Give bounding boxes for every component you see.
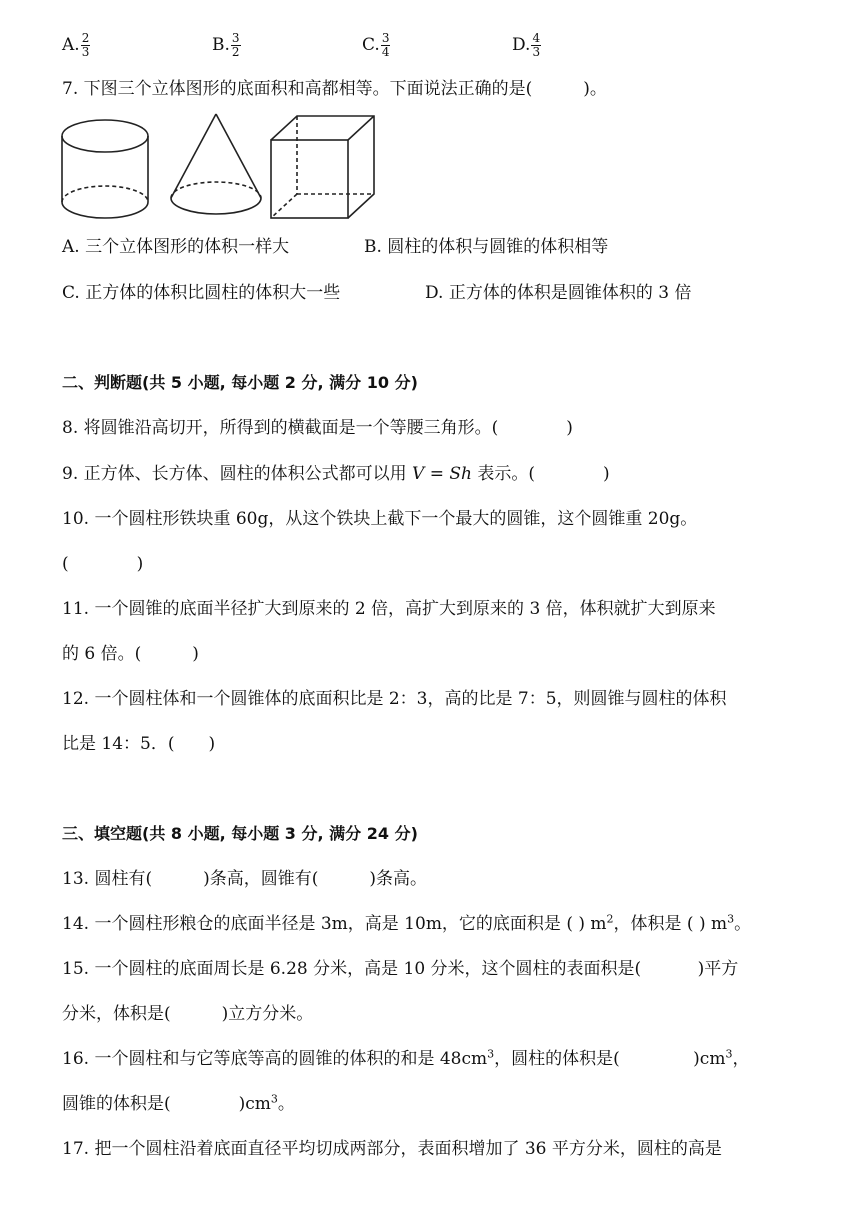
q16-line-2: 圆锥的体积是( )$cm^3$。	[62, 1092, 295, 1114]
q9-formula: V = Sh	[412, 464, 472, 484]
q7-option-b: B. 圆柱的体积与圆锥的体积相等	[364, 237, 609, 257]
q7-stem: 7. 下图三个立体图形的底面积和高都相等。下面说法正确的是( )。	[62, 79, 607, 99]
q7-option-d: D. 正方体的体积是圆锥体积的 3 倍	[425, 283, 692, 303]
q6-option-b: B. $\frac{3}{2}$	[212, 31, 240, 59]
q12-line-2: 比是 14：5．( )	[62, 734, 216, 754]
q15-line-2: 分米，体积是( )立方分米。	[62, 1004, 314, 1024]
q14-text: 14. 一个圆柱形粮仓的底面半径是 3m，高是 10m，它的底面积是 ( ) $m^2$，体积是 ( ) $m^3$。	[62, 912, 752, 934]
solids-figure	[58, 110, 388, 222]
q12-line-1: 12. 一个圆柱体和一个圆锥体的底面积比是 2：3，高的比是 7：5，则圆锥与圆柱的体积	[62, 689, 727, 709]
q15-line-1: 15. 一个圆柱的底面周长是 6.28 分米，高是 10 分米，这个圆柱的表面积是( )平方	[62, 959, 739, 979]
q6-option-d: D. $\frac{4}{3}$	[512, 31, 541, 59]
section-2-heading: 二、判断题(共 5 小题, 每小题 2 分, 满分 10 分)	[62, 373, 418, 392]
cylinder-figure	[62, 120, 148, 218]
q7-option-c: C. 正方体的体积比圆柱的体积大一些	[62, 283, 341, 303]
q7-option-a: A. 三个立体图形的体积一样大	[62, 237, 290, 257]
cone-figure	[171, 114, 261, 214]
q11-line-1: 11. 一个圆锥的底面半径扩大到原来的 2 倍，高扩大到原来的 3 倍，体积就扩大到原来	[62, 599, 716, 619]
q11-line-2: 的 6 倍。( )	[62, 644, 199, 664]
cube-figure	[271, 116, 374, 218]
q16-line-1: 16. 一个圆柱和与它等底等高的圆锥的体积的和是 $48cm^3$，圆柱的体积是( )$cm^3$，	[62, 1047, 750, 1069]
q9-text: 9. 正方体、长方体、圆柱的体积公式都可以用 V = Sh 表示。( )	[62, 464, 610, 484]
q6-option-c: C. $\frac{3}{4}$	[362, 31, 390, 59]
q10-line-2: ( )	[62, 554, 144, 574]
q10-line-1: 10. 一个圆柱形铁块重 60g，从这个铁块上截下一个最大的圆锥，这个圆锥重 20g。	[62, 509, 698, 529]
q8-text: 8. 将圆锥沿高切开，所得到的横截面是一个等腰三角形。( )	[62, 418, 573, 438]
q6-option-a: A. $\frac{2}{3}$	[62, 31, 90, 59]
q17-text: 17. 把一个圆柱沿着底面直径平均切成两部分，表面积增加了 36 平方分米，圆柱的高是	[62, 1139, 722, 1159]
section-3-heading: 三、填空题(共 8 小题, 每小题 3 分, 满分 24 分)	[62, 824, 418, 843]
q13-text: 13. 圆柱有( )条高，圆锥有( )条高。	[62, 869, 427, 889]
